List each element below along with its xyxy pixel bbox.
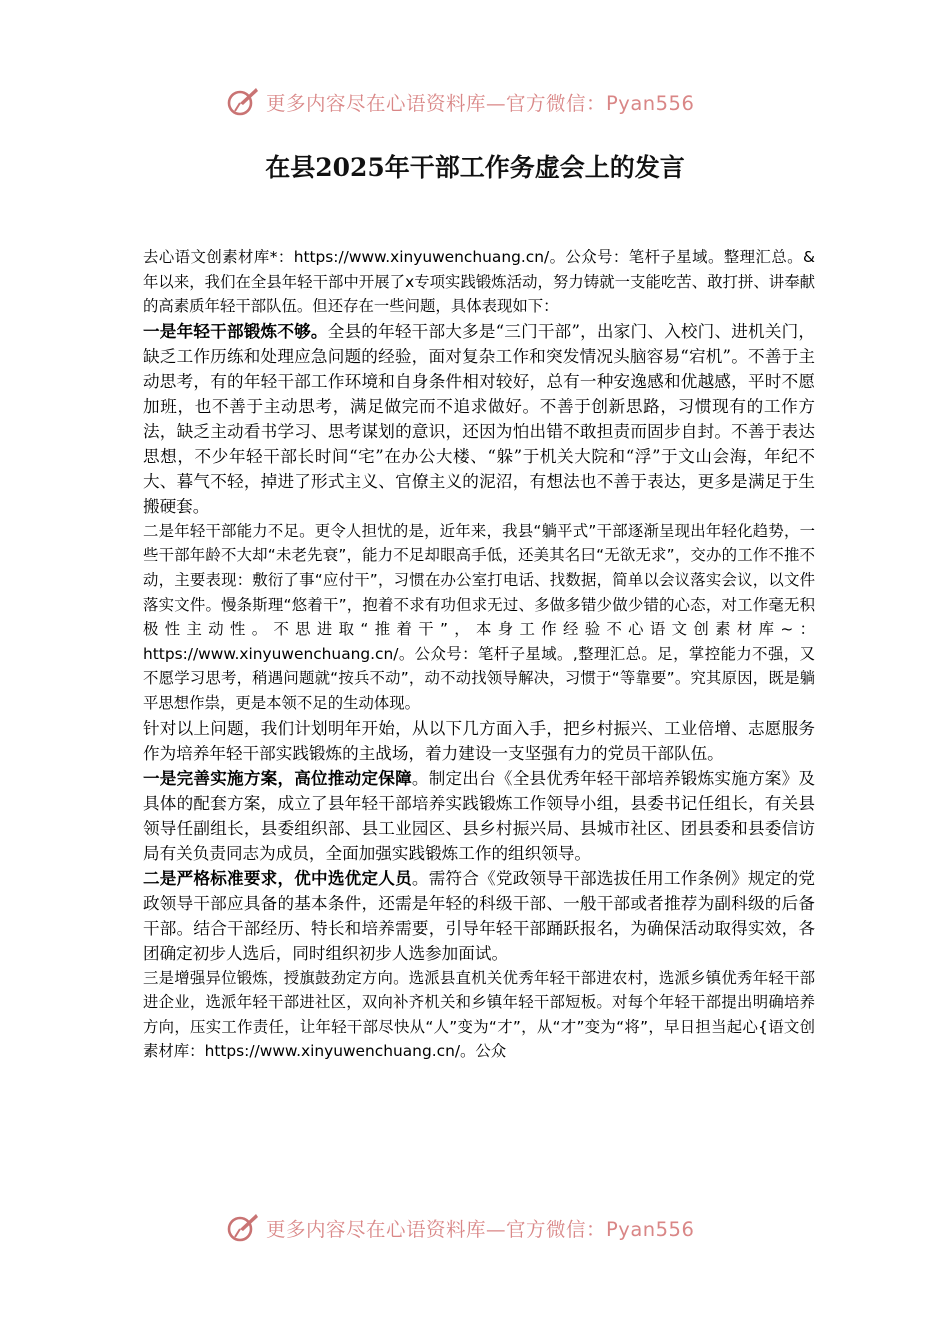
document-body [143,245,815,1064]
paragraph-issue-1: 一是年轻干部锻炼不够。全县的年轻干部大多是“三门干部”，出家门、入校门、进机关门，缺乏工作历练和处理应急问题的经验，面对复杂工作和突发情况头脑容易“宕机”。不善于主动思考，有的年轻干部工作环境和自身条件相对较好，总有一种安逸感和优越感，平时不愿加班，也不善于主动思考，满足做完而不追求做好。不善于创新思路，习惯现有的工作方法，缺乏主动看书学习、思考谋划的意识，还因为怕出错不敢担责而固步自封。不善于表达思想，不少年轻干部长时间“宅”在办公大楼、“躲”于机关大院和“浮”于文山会海，年纪不大、暮气不轻，掉进了形式主义、官僚主义的泥沼，有想法也不善于表达，更多是满足于生搬硬套。 [143,321,816,516]
paragraph-plan: 针对以上问题，我们计划明年开始，从以下几方面入手，把乡村振兴、工业倍增、志愿服务作为培养年轻干部实践锻炼的主战场，着力建设一支坚强有力的党员干部队伍。 [143,718,815,763]
paragraph-measure-1: 一是完善实施方案，高位推动定保障。制定出台《全县优秀年轻干部培养锻炼实施方案》及具体的配套方案，成立了县年轻干部培养实践锻炼工作领导小组，县委书记任组长，有关县领导任副组长，县委组织部、县工业园区、县乡村振兴局、县城市社区、团县委和县委信访局有关负责同志为成员，全面加强实践锻炼工作的组织领导。 [143,768,816,863]
paragraph-measure-2: 二是严格标准要求，优中选优定人员。需符合《党政领导干部选拔任用工作条例》规定的党政领导干部应具备的基本条件，还需是年轻的科级干部、一般干部或者推荐为副科级的后备干部。结合干部经历、特长和培养需要，引导年轻干部踊跃报名，为确保活动取得实效，各团确定初步人选后，同时组织初步人选参加面试。 [143,868,816,963]
paragraph-heading: 二是严格标准要求，优中选优定人员 [143,868,412,888]
paragraph-issue-2: 二是年轻干部能力不足。更令人担忧的是，近年来，我县“躺平式”干部逐渐呈现出年轻化趋势，一些干部年龄不大却“未老先衰”，能力不足却眼高手低，还美其名曰“无欲无求”，交办的工作不推不动，主要表现：敷衍了事“应付干”，习惯在办公室打电话、找数据，简单以会议落实会议，以文件落实文件。慢条斯理“悠着干”，抱着不求有功但求无过、多做多错少做少错的心态，对工作毫无积极性主动性。不思进取“推着干”，本身工作经验不心语文创素材库~：https://www.xinyuwenchuang.cn/。公众号：笔杆子星域。,整理汇总。足，掌控能力不强，又不愿学习思考，稍遇问题就“按兵不动”，动不动找领导解决，习惯于“等靠要”。究其原因，既是躺平思想作祟，更是本领不足的生动体现。 [143,521,815,712]
paragraph-heading: 一是年轻干部锻炼不够。 [143,321,328,341]
paragraph-measure-3: 三是增强异位锻炼，授旗鼓劲定方向。选派县直机关优秀年轻干部进农村，选派乡镇优秀年轻干部进企业，选派年轻干部进社区，双向补齐机关和乡镇年轻干部短板。对每个年轻干部提出明确培养方向，压实工作责任，让年轻干部尽快从“人”变为“才”，从“才”变为“将”，早日担当起心{语文创素材库：https://www.xinyuwenchuang.cn/。公众 [143,968,815,1061]
footer-banner [226,1208,746,1248]
header-banner-text: 更多内容尽在心语资料库—官方微信：Pyan556 [266,92,695,115]
quill-pen-icon [226,85,260,119]
header-banner [226,82,746,122]
paragraph-heading: 一是完善实施方案，高位推动定保障 [143,768,412,788]
page-title: 在县2025年干部工作务虚会上的发言 [265,153,685,182]
footer-banner-text: 更多内容尽在心语资料库—官方微信：Pyan556 [266,1218,695,1241]
quill-pen-icon [226,1211,260,1245]
paragraph-intro: 去心语文创素材库*：https://www.xinyuwenchuang.cn/。公众号：笔杆子星域。整理汇总。&年以来，我们在全县年轻干部中开展了x专项实践锻炼活动，努力铸就一支能吃苦、敢打拼、讲奉献的高素质年轻干部队伍。但还存在一些问题，具体表现如下： [143,248,815,316]
